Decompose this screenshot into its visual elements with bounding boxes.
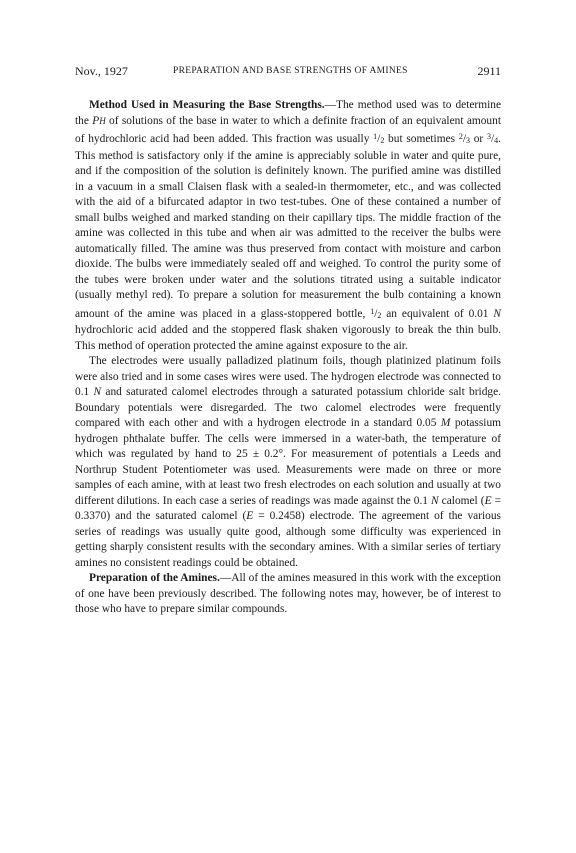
section-heading-preparation: Preparation of the Amines. xyxy=(89,572,220,584)
paragraph-electrodes: The electrodes were usually palladized platinum foils, though platinized platinum foils were also tried and in some cases wires were used. The hydrogen electrode was connected to 0.1 N and saturated calomel electrodes through a saturated potassium chloride salt bridge. Boundary potentials were disregarded. The two calomel electrodes were frequently compared with each other and with a hydrogen electrode in a standard 0.05 M potassium hydrogen phthalate buffer. The cells were immersed in a water-bath, the temperature of which was regulated by hand to 25 ± 0.2°. For measurement of potentials a Leeds and Northrup Student Potentiometer was used. Measurements were made on three or more samples of each amine, with at least two fresh electrodes on each solution and usually at two different dilutions. In each case a series of readings was made against the 0.1 N calomel (E = 0.3370) and the saturated calomel (E = 0.2458) electrode. The agreement of the various series of readings was usually quite good, although some difficulty was experienced in getting sharply consistent results with the secondary amines. With a similar series of tertiary amines no consistent readings could be obtained. xyxy=(75,355,502,569)
paragraph-method: Method Used in Measuring the Base Strengths.—The method used was to determine the PH of solutions of the base in water to which a definite fraction of an equivalent amount of hydrochloric acid had been added. This fraction was usually $^1$/2 but sometimes $^2$/3 or $^3$/4. This method is satisfactory only if the amine is appreciably soluble in water and quite pure, and if the composition of the solution is definitely known. The purified amine was distilled in a vacuum in a small Claisen flask with a sealed-in thermometer, etc., and was collected with the aid of a bifurcated adaptor in two test-tubes. One of these contained a number of small bulbs weighed and marked standing on their capillary tips. The middle fraction of the amine was collected in this tube and when air was admitted to the receiver the bulbs were automatically filled. The amine was thus preserved from contact with moisture and carbon dioxide. The bulbs were immediately sealed off and weighed. To control the purity some of the tubes were broken under water and the solutions titrated using a suitable indicator (usually methyl red). To prepare a solution for measurement the bulb containing a known amount of the amine was placed in a glass-stoppered bottle, $^1$/2 an equivalent of 0.01 N hydrochloric acid added and the stoppered flask shaken vigorously to break the thin bulb. This method of operation protected the amine against exposure to the air. xyxy=(75,99,502,352)
running-title: PREPARATION AND BASE STRENGTHS OF AMINES xyxy=(173,66,408,76)
fraction-one-half: $^1$/2 xyxy=(370,306,382,320)
page-number: 2911 xyxy=(477,64,501,78)
fraction-three-quarters: $^3$/4 xyxy=(486,132,499,145)
article-body xyxy=(75,98,501,618)
fraction-two-thirds: $^2$/3 xyxy=(458,132,470,145)
page-header xyxy=(75,63,501,79)
header-date: Nov., 1927 xyxy=(75,64,128,78)
ph-symbol: PH xyxy=(92,114,106,127)
paragraph-preparation: Preparation of the Amines.—All of the amines measured in this work with the exception of one have been previously described. The following notes may, however, be of interest to those who have to prepare similar compounds. xyxy=(75,572,501,615)
section-heading-method: Method Used in Measuring the Base Strengths. xyxy=(89,99,325,111)
fraction-one-half: $^1$/2 xyxy=(373,132,385,145)
